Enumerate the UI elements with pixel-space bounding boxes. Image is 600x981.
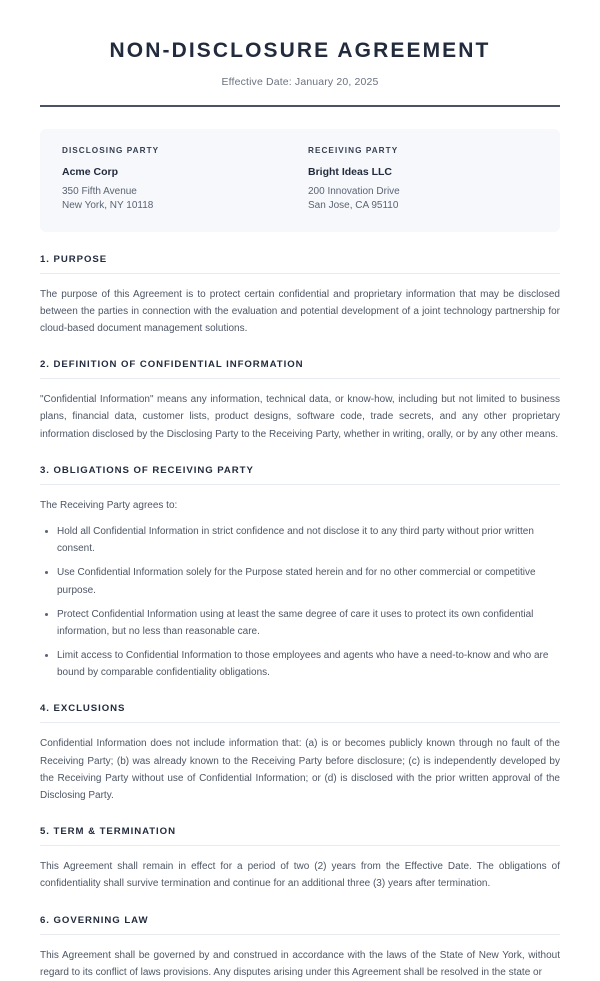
list-item: Use Confidential Information solely for the Purpose stated herein and for no other commercial or competitive purpose. xyxy=(40,564,560,598)
section-heading: 3. OBLIGATIONS OF RECEIVING PARTY xyxy=(40,465,560,485)
section-paragraph: This Agreement shall remain in effect for a period of two (2) years from the Effective Date. The obligations of confidentiality shall survive termination and continue for an additional three (3) years after termination. xyxy=(40,861,560,890)
disclosing-party-role: DISCLOSING PARTY xyxy=(62,146,160,156)
header-divider xyxy=(40,105,560,107)
receiving-party-address-line-2: San Jose, CA 95110 xyxy=(308,200,399,212)
section-paragraph: Confidential Information does not include information that: (a) is or becomes publicly known through no fault of the Receiving Party; (b) was already known to the Receiving Party before disclosure; (c) is independently developed by the Receiving Party without use of Confidential Information; or (d) is disclosed with the prior written approval of the Disclosing Party. xyxy=(40,738,560,801)
section-heading: 2. DEFINITION OF CONFIDENTIAL INFORMATION xyxy=(40,359,560,379)
receiving-party-name: Bright Ideas LLC xyxy=(308,166,393,179)
section-heading: 4. EXCLUSIONS xyxy=(40,703,560,723)
section-definition xyxy=(40,359,560,443)
section-heading: 5. TERM & TERMINATION xyxy=(40,826,560,846)
section-lead-in: The Receiving Party agrees to: xyxy=(40,499,178,511)
obligations-list xyxy=(40,523,560,682)
list-item: Protect Confidential Information using at least the same degree of care it uses to protect its own confidential information, but no less than reasonable care. xyxy=(40,606,560,640)
section-paragraph: The purpose of this Agreement is to protect certain confidential and proprietary information that may be disclosed between the parties in connection with the evaluation and potential development of a joint technology partnership for cloud-based document management solutions. xyxy=(40,288,560,334)
list-item: Limit access to Confidential Information to those employees and agents who have a need-to-know and who are bound by comparable confidentiality obligations. xyxy=(40,647,560,681)
disclosing-party-block xyxy=(62,146,300,213)
section-exclusions xyxy=(40,703,560,804)
section-heading: 1. PURPOSE xyxy=(40,254,560,274)
section-governing-law xyxy=(40,915,560,981)
receiving-party-block xyxy=(300,146,538,213)
section-paragraph: This Agreement shall be governed by and construed in accordance with the laws of the State of New York, without regard to its conflict of laws provisions. Any disputes arising under this Agreement shall be resolved in the state or xyxy=(40,949,560,978)
section-heading: 6. GOVERNING LAW xyxy=(40,915,560,935)
disclosing-party-name: Acme Corp xyxy=(62,166,119,179)
parties-panel xyxy=(40,129,560,231)
page-title: NON-DISCLOSURE AGREEMENT xyxy=(109,39,491,62)
document-header xyxy=(40,0,560,107)
section-purpose xyxy=(40,254,560,338)
section-term-termination xyxy=(40,826,560,892)
disclosing-party-address-line-1: 350 Fifth Avenue xyxy=(62,186,137,198)
disclosing-party-address-line-2: New York, NY 10118 xyxy=(62,200,154,212)
section-obligations xyxy=(40,465,560,682)
receiving-party-role: RECEIVING PARTY xyxy=(308,146,399,156)
list-item: Hold all Confidential Information in strict confidence and not disclose it to any third party without prior written consent. xyxy=(40,523,560,557)
receiving-party-address-line-1: 200 Innovation Drive xyxy=(308,186,400,198)
effective-date: Effective Date: January 20, 2025 xyxy=(221,76,379,89)
section-paragraph: "Confidential Information" means any information, technical data, or know-how, including but not limited to business plans, financial data, customer lists, product designs, software code, trade secrets, and any other proprietary information disclosed by the Disclosing Party to the Receiving Party, whether in writing, orally, or by any other means. xyxy=(40,394,560,440)
